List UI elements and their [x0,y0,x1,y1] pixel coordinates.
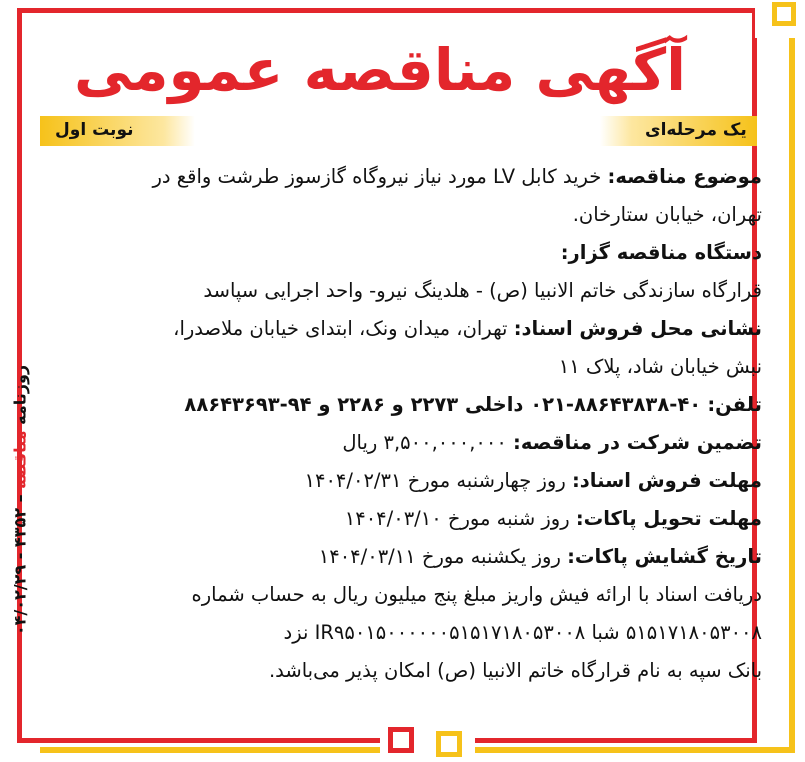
newspaper-prefix: روزنامه [10,364,30,425]
opening-date-value: روز یکشنبه مورخ ۱۴۰۴/۰۳/۱۱ [318,545,561,568]
newspaper-brand: مناقصه [10,430,30,489]
payment-row-1 [62,576,762,614]
bottom-yellow-square [436,731,462,757]
phone-value: ۴۰-۸۸۶۴۳۸۳۸-۰۲۱ داخلی ۲۲۷۳ و ۲۲۸۶ و ۹۴-۸۸۶۴۳۶۹۳ [184,393,702,416]
payment-row-3 [62,652,762,690]
address-row-continued [62,348,762,386]
corner-square-decoration [772,2,796,26]
stage-label: یک مرحله‌ای [645,120,747,140]
delivery-deadline-row [62,500,762,538]
address-label: نشانی محل فروش اسناد: [513,317,762,340]
newspaper-sidebar [11,365,30,635]
address-value-continued: نبش خیابان شاد، پلاک ۱۱ [558,355,762,378]
sale-deadline-value: روز چهارشنبه مورخ ۱۴۰۴/۰۲/۳۱ [304,469,566,492]
opening-date-row [62,538,762,576]
sale-deadline-row [62,462,762,500]
round-label: نوبت اول [55,120,134,140]
organizer-value-row [62,272,762,310]
subject-label: موضوع مناقصه: [607,165,762,188]
payment-text-3: بانک سپه به نام قرارگاه خاتم الانبیا (ص) امکان پذیر می‌باشد. [268,659,762,682]
address-value: تهران، میدان ونک، ابتدای خیابان ملاصدرا، [173,317,508,340]
notice-body [62,158,762,690]
issue-info: – ۴۳۵۲ - ۰۴/۰۲/۲۹ [10,494,30,636]
subject-row-continued [62,196,762,234]
subject-row [62,158,762,196]
page-title: آگهی مناقصه عمومی [73,36,687,104]
subject-value-continued: تهران، خیابان ستارخان. [572,203,762,226]
phone-label: تلفن: [707,393,762,416]
delivery-deadline-label: مهلت تحویل پاکات: [575,507,762,530]
payment-row-2 [62,614,762,652]
guarantee-label: تضمین شرکت در مناقصه: [513,431,762,454]
phone-row [62,386,762,424]
payment-text-1: دریافت اسناد با ارائه فیش واریز مبلغ پنج میلیون ریال به حساب شماره [191,583,762,606]
guarantee-row [62,424,762,462]
delivery-deadline-value: روز شنبه مورخ ۱۴۰۴/۰۳/۱۰ [344,507,570,530]
opening-date-label: تاریخ گشایش پاکات: [567,545,762,568]
payment-text-2: ۵۱۵۱۷۱۸۰۵۳۰۰۸ شبا IR۹۵۰۱۵۰۰۰۰۰۰۵۱۵۱۷۱۸۰۵۳۰۰۸ نزد [283,621,762,644]
organizer-value: قرارگاه سازندگی خاتم الانبیا (ص) - هلدینگ نیرو- واحد اجرایی سپاسد [203,279,762,302]
organizer-label: دستگاه مناقصه گزار: [560,241,762,264]
organizer-label-row [62,234,762,272]
subject-value: خرید کابل LV مورد نیاز نیروگاه گازسوز طرشت واقع در [152,165,602,188]
sale-deadline-label: مهلت فروش اسناد: [571,469,762,492]
guarantee-value: ۳,۵۰۰,۰۰۰,۰۰۰ ریال [342,431,507,454]
bottom-red-square [388,727,414,753]
address-row [62,310,762,348]
